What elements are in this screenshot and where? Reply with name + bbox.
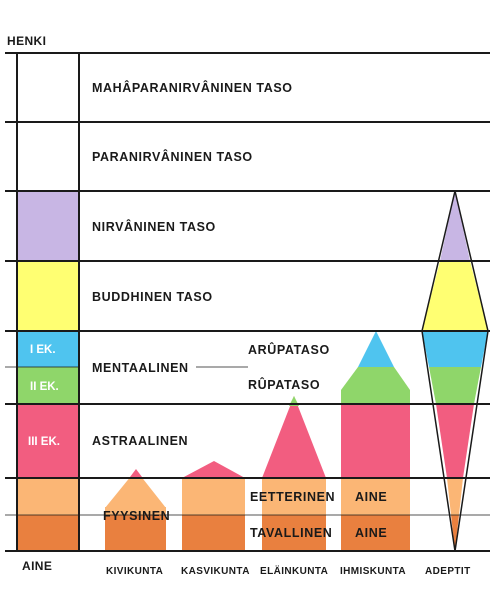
- level-label-astral: ASTRAALINEN: [92, 434, 189, 448]
- mineral-peak: [130, 469, 142, 477]
- level-label-nirvana: NIRVÂNINEN TASO: [92, 220, 216, 234]
- adept-buddhic: [422, 261, 488, 331]
- plant-etheric: [182, 478, 245, 515]
- side-cell-buddhic: [17, 261, 79, 331]
- animal-astral: [262, 396, 326, 478]
- sublevel-etheric-2: AINE: [355, 490, 388, 504]
- sublevel-etheric-1: EETTERINEN: [250, 490, 336, 504]
- plant-roof: [182, 461, 245, 478]
- side-label-2: II EK.: [30, 381, 59, 393]
- level-label-physical: FYYSINEN: [103, 509, 171, 523]
- side-cell-nirvanic: [17, 191, 79, 261]
- side-cell-white-1: [17, 53, 79, 122]
- side-cell-white-2: [17, 122, 79, 191]
- side-label-1: I EK.: [30, 344, 56, 356]
- kingdom-label-mineral: KIVIKUNTA: [106, 566, 164, 577]
- axis-bottom-label: AINE: [22, 559, 53, 573]
- level-label-paranirvana: PARANIRVÂNINEN TASO: [92, 150, 253, 164]
- side-cell-dense: [17, 515, 79, 551]
- adept-nirvanic: [440, 191, 470, 261]
- kingdom-label-human: IHMISKUNTA: [340, 566, 407, 577]
- kingdom-label-animal: ELÄINKUNTA: [260, 566, 329, 577]
- human-astral: [341, 404, 410, 478]
- sublevel-dense-2: AINE: [355, 526, 388, 540]
- sublevel-arupa: ARÛPATASO: [248, 343, 330, 357]
- side-label-3: III EK.: [28, 436, 60, 448]
- human-higher-mental: [358, 331, 394, 367]
- adept-lower-mental: [429, 367, 481, 404]
- level-label-mental: MENTAALINEN: [92, 361, 189, 375]
- side-cell-etheric: [17, 478, 79, 515]
- side-column: [17, 53, 79, 551]
- human-lower-mental: [341, 367, 410, 404]
- level-label-mahaparanirvana: MAHÂPARANIRVÂNINEN TASO: [92, 81, 293, 95]
- axis-top-label: HENKI: [7, 34, 47, 48]
- plant-dense: [182, 515, 245, 551]
- sublevel-dense-1: TAVALLINEN: [250, 526, 333, 540]
- adept-higher-mental: [422, 331, 488, 367]
- level-label-buddhi: BUDDHINEN TASO: [92, 290, 213, 304]
- sublevel-rupa: RÛPATASO: [248, 378, 321, 392]
- kingdom-label-adepts: ADEPTIT: [425, 566, 471, 577]
- kingdom-label-plant: KASVIKUNTA: [181, 566, 250, 577]
